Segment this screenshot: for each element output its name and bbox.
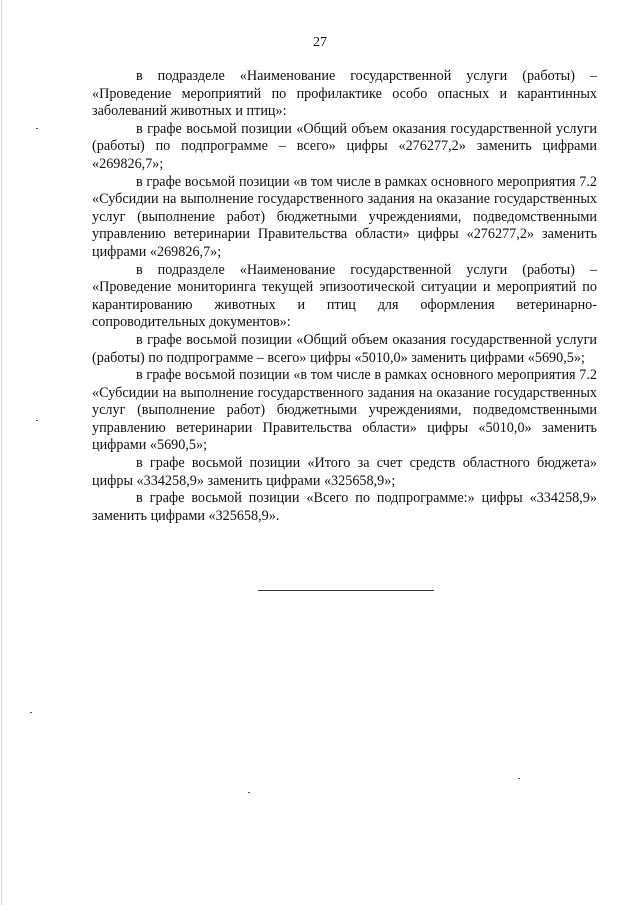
paragraph-subprogram-total: в графе восьмой позиции «Всего по подпрограмме:» цифры «334258,9» заменить цифрами «325658,9». bbox=[92, 490, 597, 524]
paragraph-measure-7-2-monitoring: в графе восьмой позиции «в том числе в рамках основного мероприятия 7.2 «Субсидии на выполнение государственного задания на оказание государственных услуг (выполнение работ) бюджетными учреждениями, подведомственными управлению ветеринарии Правительства области» цифры «5010,0» заменить цифрами «5690,5»; bbox=[92, 367, 597, 454]
paragraph-subsection-prevention: в подразделе «Наименование государственной услуги (работы) – «Проведение мероприятий по профилактике особо опасных и карантинных заболеваний животных и птиц»: bbox=[92, 68, 597, 120]
paragraph-measure-7-2-prevention: в графе восьмой позиции «в том числе в рамках основного мероприятия 7.2 «Субсидии на выполнение государственного задания на оказание государственных услуг (выполнение работ) бюджетными учреждениями, подведомственными управлению ветеринарии Правительства области» цифры «276277,2» заменить цифрами «269826,7»; bbox=[92, 173, 597, 260]
page-number: 27 bbox=[313, 35, 327, 50]
paragraph-regional-budget-total: в графе восьмой позиции «Итого за счет средств областного бюджета» цифры «334258,9» заменить цифрами «325658,9»; bbox=[92, 455, 597, 489]
scan-margin-mark bbox=[248, 792, 250, 793]
scan-margin-mark bbox=[36, 128, 38, 129]
end-of-text-rule bbox=[258, 590, 434, 591]
scan-margin-mark bbox=[36, 420, 38, 421]
scan-margin-mark bbox=[30, 712, 32, 713]
paragraph-subsection-monitoring: в подразделе «Наименование государственной услуги (работы) – «Проведение мониторинга текущей эпизоотической ситуации и мероприятий по карантированию животных и птиц для оформления ветеринарно-сопроводительных документов»: bbox=[92, 261, 597, 331]
scan-edge-line bbox=[1, 0, 2, 905]
document-body bbox=[92, 68, 597, 525]
scan-margin-mark bbox=[518, 778, 520, 779]
paragraph-total-volume-prevention: в графе восьмой позиции «Общий объем оказания государственной услуги (работы) по подпрограмме – всего» цифры «276277,2» заменить цифрами «269826,7»; bbox=[92, 120, 597, 172]
paragraph-total-volume-monitoring: в графе восьмой позиции «Общий объем оказания государственной услуги (работы) по подпрограмме – всего» цифры «5010,0» заменить цифрами «5690,5»; bbox=[92, 331, 597, 366]
